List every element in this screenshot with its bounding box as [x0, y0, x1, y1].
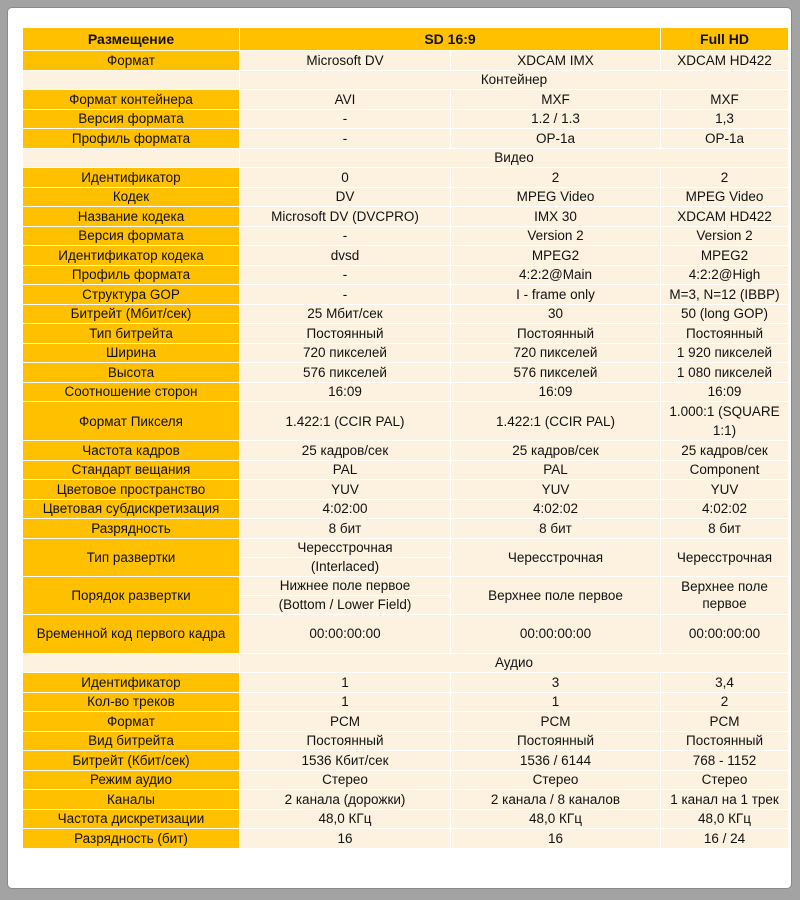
row-value-dv: 2 канала (дорожки) — [240, 790, 451, 810]
row-value-imx: PCM — [451, 712, 661, 732]
table-row — [23, 304, 789, 324]
row-value-hd: 4:02:02 — [661, 499, 789, 519]
row-label: Ширина — [23, 343, 240, 363]
section-title: Видео — [240, 148, 789, 168]
row-label: Идентификатор — [23, 673, 240, 693]
header-label-cell: Размещение — [23, 28, 240, 51]
row-label: Цветовая субдискретизация — [23, 499, 240, 519]
row-value-imx: I - frame only — [451, 285, 661, 305]
table-row — [23, 499, 789, 519]
row-label: Тип развертки — [23, 538, 240, 576]
row-value-hd: MPEG Video — [661, 187, 789, 207]
section-label-spacer — [23, 70, 240, 90]
row-value-imx: YUV — [451, 480, 661, 500]
table-row — [23, 673, 789, 693]
row-value-imx: 4:2:2@Main — [451, 265, 661, 285]
row-label: Формат — [23, 51, 240, 71]
row-value-hd: Чересстрочная — [661, 538, 789, 576]
table-row — [23, 519, 789, 539]
row-value-dv: Постоянный — [240, 731, 451, 751]
section-title: Контейнер — [240, 70, 789, 90]
row-value-imx: 3 — [451, 673, 661, 693]
row-value-hd: 16 / 24 — [661, 829, 789, 849]
row-label: Цветовое пространство — [23, 480, 240, 500]
row-value-imx: Постоянный — [451, 324, 661, 344]
section-label-spacer — [23, 148, 240, 168]
row-value-imx: 00:00:00:00 — [451, 614, 661, 653]
row-value-dv: 25 кадров/сек — [240, 441, 451, 461]
row-value-hd: Стерео — [661, 770, 789, 790]
row-value-hd: 48,0 КГц — [661, 809, 789, 829]
row-label: Формат контейнера — [23, 90, 240, 110]
row-value-hd: Верхнее поле первое — [661, 576, 789, 614]
row-value-imx: MXF — [451, 90, 661, 110]
table-row — [23, 809, 789, 829]
table-row — [23, 692, 789, 712]
row-value-imx: 1.422:1 (CCIR PAL) — [451, 402, 661, 441]
row-label: Временной код первого кадра — [23, 614, 240, 653]
table-row — [23, 363, 789, 383]
row-value-hd: 8 бит — [661, 519, 789, 539]
row-value-imx: 16 — [451, 829, 661, 849]
row-value-hd: MXF — [661, 90, 789, 110]
row-value-dv: 4:02:00 — [240, 499, 451, 519]
row-value-hd: 1.000:1 (SQUARE 1:1) — [661, 402, 789, 441]
row-value-imx: 720 пикселей — [451, 343, 661, 363]
section-label-spacer — [23, 653, 240, 673]
row-value-dv: 1536 Кбит/сек — [240, 751, 451, 771]
row-value-imx: XDCAM IMX — [451, 51, 661, 71]
row-value-imx: 30 — [451, 304, 661, 324]
row-value-dv: 576 пикселей — [240, 363, 451, 383]
row-value-dv: PCM — [240, 712, 451, 732]
row-value-imx: 8 бит — [451, 519, 661, 539]
row-value-dv: PAL — [240, 460, 451, 480]
row-label: Структура GOP — [23, 285, 240, 305]
row-label: Режим аудио — [23, 770, 240, 790]
table-body — [23, 51, 789, 849]
row-value-hd: 16:09 — [661, 382, 789, 402]
row-value-hd: PCM — [661, 712, 789, 732]
row-label: Версия формата — [23, 226, 240, 246]
table-row — [23, 829, 789, 849]
row-value-imx: 4:02:02 — [451, 499, 661, 519]
row-value-hd: 1,3 — [661, 109, 789, 129]
header-row — [23, 28, 789, 51]
row-value-sd-line2: (Bottom / Lower Field) — [240, 595, 451, 614]
row-value-dv: 8 бит — [240, 519, 451, 539]
document-frame — [8, 8, 791, 888]
table-row — [23, 207, 789, 227]
row-value-hd: 3,4 — [661, 673, 789, 693]
row-value-hd: 1 канал на 1 трек — [661, 790, 789, 810]
table-row — [23, 460, 789, 480]
row-value-dv: 0 — [240, 168, 451, 188]
row-value-sd-line1: Нижнее поле первое — [240, 576, 451, 595]
row-value-imx: MPEG Video — [451, 187, 661, 207]
row-value-dv: - — [240, 226, 451, 246]
row-value-imx: Чересстрочная — [451, 538, 661, 576]
row-label: Идентификатор — [23, 168, 240, 188]
row-label: Частота дискретизации — [23, 809, 240, 829]
row-label: Версия формата — [23, 109, 240, 129]
row-label: Высота — [23, 363, 240, 383]
row-value-dv: - — [240, 109, 451, 129]
row-value-imx: PAL — [451, 460, 661, 480]
row-value-dv: 720 пикселей — [240, 343, 451, 363]
row-value-imx: 1.2 / 1.3 — [451, 109, 661, 129]
row-value-hd: 1 920 пикселей — [661, 343, 789, 363]
row-value-dv: - — [240, 129, 451, 149]
row-value-hd: MPEG2 — [661, 246, 789, 266]
row-value-imx: Стерео — [451, 770, 661, 790]
row-label: Профиль формата — [23, 129, 240, 149]
table-row — [23, 712, 789, 732]
row-label: Формат Пикселя — [23, 402, 240, 441]
row-label: Идентификатор кодека — [23, 246, 240, 266]
row-value-imx: Version 2 — [451, 226, 661, 246]
header-fhd-cell: Full HD — [661, 28, 789, 51]
row-value-dv: 1 — [240, 673, 451, 693]
row-value-dv: 1 — [240, 692, 451, 712]
row-value-imx: OP-1a — [451, 129, 661, 149]
row-value-hd: 1 080 пикселей — [661, 363, 789, 383]
table-row — [23, 751, 789, 771]
header-sd-cell: SD 16:9 — [240, 28, 661, 51]
table-row — [23, 226, 789, 246]
row-label: Битрейт (Мбит/сек) — [23, 304, 240, 324]
row-value-hd: 25 кадров/сек — [661, 441, 789, 461]
row-label: Соотношение сторон — [23, 382, 240, 402]
section-title: Аудио — [240, 653, 789, 673]
table-row — [23, 402, 789, 441]
table-row — [23, 576, 789, 595]
row-label: Вид битрейта — [23, 731, 240, 751]
table-row — [23, 614, 789, 653]
row-value-hd: Постоянный — [661, 324, 789, 344]
table-row — [23, 441, 789, 461]
row-value-imx: 1 — [451, 692, 661, 712]
row-value-imx: 48,0 КГц — [451, 809, 661, 829]
row-value-dv: 00:00:00:00 — [240, 614, 451, 653]
row-value-imx: 2 — [451, 168, 661, 188]
row-value-imx: 1536 / 6144 — [451, 751, 661, 771]
row-value-hd: XDCAM HD422 — [661, 207, 789, 227]
row-value-dv: 16:09 — [240, 382, 451, 402]
row-label: Тип битрейта — [23, 324, 240, 344]
table-row — [23, 109, 789, 129]
row-value-dv: YUV — [240, 480, 451, 500]
row-value-imx: 25 кадров/сек — [451, 441, 661, 461]
row-value-dv: Постоянный — [240, 324, 451, 344]
row-value-hd: YUV — [661, 480, 789, 500]
row-value-imx: 2 канала / 8 каналов — [451, 790, 661, 810]
row-label: Разрядность (бит) — [23, 829, 240, 849]
table-row — [23, 168, 789, 188]
table-row — [23, 51, 789, 71]
table-row — [23, 790, 789, 810]
table-row — [23, 538, 789, 557]
table-row — [23, 265, 789, 285]
table-row — [23, 187, 789, 207]
row-value-imx: 16:09 — [451, 382, 661, 402]
row-label: Формат — [23, 712, 240, 732]
row-value-imx: 576 пикселей — [451, 363, 661, 383]
table-row — [23, 480, 789, 500]
row-value-hd: XDCAM HD422 — [661, 51, 789, 71]
row-value-imx: IMX 30 — [451, 207, 661, 227]
row-label: Кол-во треков — [23, 692, 240, 712]
table-row — [23, 770, 789, 790]
section-row — [23, 148, 789, 168]
row-value-dv: - — [240, 285, 451, 305]
row-value-sd-line2: (Interlaced) — [240, 557, 451, 576]
row-value-hd: Постоянный — [661, 731, 789, 751]
table-row — [23, 343, 789, 363]
row-value-dv: Стерео — [240, 770, 451, 790]
section-row — [23, 70, 789, 90]
row-value-hd: Version 2 — [661, 226, 789, 246]
row-value-imx: MPEG2 — [451, 246, 661, 266]
table-row — [23, 731, 789, 751]
row-label: Название кодека — [23, 207, 240, 227]
table-row — [23, 382, 789, 402]
format-spec-table — [22, 27, 789, 849]
row-value-hd: Component — [661, 460, 789, 480]
row-value-hd: 2 — [661, 692, 789, 712]
row-label: Частота кадров — [23, 441, 240, 461]
row-value-hd: OP-1a — [661, 129, 789, 149]
table-row — [23, 285, 789, 305]
row-value-dv: 1.422:1 (CCIR PAL) — [240, 402, 451, 441]
row-value-imx: Постоянный — [451, 731, 661, 751]
row-label: Стандарт вещания — [23, 460, 240, 480]
row-value-dv: 16 — [240, 829, 451, 849]
row-value-dv: - — [240, 265, 451, 285]
row-value-dv: DV — [240, 187, 451, 207]
row-label: Кодек — [23, 187, 240, 207]
row-label: Профиль формата — [23, 265, 240, 285]
row-value-hd: 50 (long GOP) — [661, 304, 789, 324]
row-value-dv: 25 Мбит/сек — [240, 304, 451, 324]
row-value-dv: dvsd — [240, 246, 451, 266]
row-label: Порядок развертки — [23, 576, 240, 614]
row-value-hd: M=3, N=12 (IBBP) — [661, 285, 789, 305]
row-label: Битрейт (Кбит/сек) — [23, 751, 240, 771]
row-value-dv: Microsoft DV (DVCPRO) — [240, 207, 451, 227]
row-label: Разрядность — [23, 519, 240, 539]
row-value-hd: 2 — [661, 168, 789, 188]
row-label: Каналы — [23, 790, 240, 810]
section-row — [23, 653, 789, 673]
table-row — [23, 129, 789, 149]
row-value-imx: Верхнее поле первое — [451, 576, 661, 614]
row-value-hd: 768 - 1152 — [661, 751, 789, 771]
row-value-dv: Microsoft DV — [240, 51, 451, 71]
table-row — [23, 90, 789, 110]
row-value-sd-line1: Чересстрочная — [240, 538, 451, 557]
row-value-hd: 00:00:00:00 — [661, 614, 789, 653]
table-row — [23, 324, 789, 344]
row-value-dv: 48,0 КГц — [240, 809, 451, 829]
row-value-dv: AVI — [240, 90, 451, 110]
table-row — [23, 246, 789, 266]
row-value-hd: 4:2:2@High — [661, 265, 789, 285]
